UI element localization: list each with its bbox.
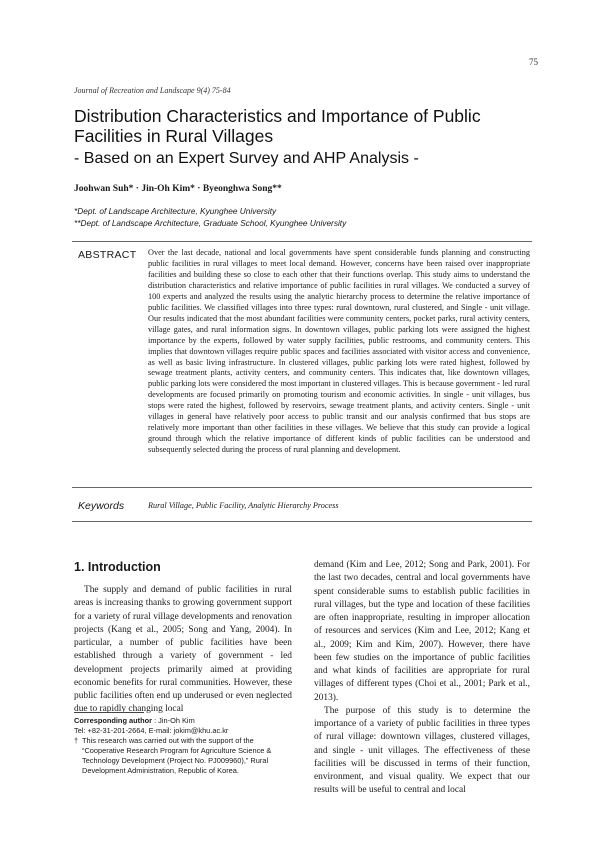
funding-text: This research was carried out with the support of the “Cooperative Research Program for Agriculture Science & Technology Development (Project No. PJ009960),” Rural Development Administration, Republic of Korea. <box>82 735 272 775</box>
corresponding-author-label: Corresponding author <box>74 716 153 725</box>
affiliation-1: *Dept. of Landscape Architecture, Kyunghee University <box>74 206 277 216</box>
footnote <box>74 716 296 775</box>
intro-paragraph: The supply and demand of public facilities in rural areas is increasing thanks to growing government support for a variety of rural village developments and renovation projects (Kang et al., 2005; Song and Yang, 2004). In particular, a number of public facilities have been established through a variety of government - led development projects primarily aimed at providing economic benefits for rural communities. However, these public facilities often end up underused or even neglected due to rapidly changing local <box>74 585 292 715</box>
keywords-label: Keywords <box>78 500 125 512</box>
keywords-list: Rural Village, Public Facility, Analytic Hierarchy Process <box>148 501 339 510</box>
purpose-paragraph: The purpose of this study is to determine the importance of a variety of public facilities in three types of rural village: downtown villages, clustered villages, and single - unit villages. The effectiveness of these facilities will be discussed in terms of their function, environment, and visual quality. We expect that our results will be useful to central and local <box>314 705 530 796</box>
page-number: 75 <box>529 57 538 67</box>
footnote-rule <box>74 712 144 713</box>
abstract-top-rule <box>72 241 532 242</box>
funding-note <box>74 736 296 776</box>
corresponding-author-name: : Jin-Oh Kim <box>152 716 195 725</box>
abstract-body: Over the last decade, national and local governments have spent considerable funds planning and constructing public facilities in rural villages to meet local demand. However, concerns have been raised over inappropriate facilities and building these so close to each other that their functions overlap. This study aims to understand the distribution characteristics and relative importance of public facilities in rural villages. We conducted a survey of 100 experts and analyzed the results using the analytic hierarchy process to determine the relative importance of public facilities. We classified villages into three types: rural downtown, rural clustered, and Single - unit village. Our results indicated that the most abundant facilities were community centers, pocket parks, rural activity centers, village gates, and rural information signs. In downtown villages, public parking lots were assigned the highest importance by the experts, followed by water supply facilities, public restrooms, and community centers. This implies that downtown villages require public spaces and facilities associated with visitor access and convenience, as well as basic living infrastructure. In clustered villages, public parking lots were rated highest, followed by sewage treatment plants, activity centers, and community centers. This indicates that, like downtown villages, public parking lots were considered the most important in clustered villages. This is because government - led rural developments are focused primarily on promoting tourism and economic activities. In single - unit villages, bus stops were rated the highest, followed by reservoirs, sewage treatment plants, and activity centers. Single - unit villages in general have relatively poor access to public transit and our analysis confirmed that bus stops are relatively more important than other facilities in these villages. We believe that this study can provide a logical ground through which the relative importance of different kinds of public facilities can be understood and subsequently selected during the process of rural planning and development. <box>148 248 530 455</box>
contact-info: Tel: +82-31-201-2664, E-mail: jokim@khu.ac.kr <box>74 725 229 735</box>
intro-paragraph-continued: demand (Kim and Lee, 2012; Song and Park, 2001). For the last two decades, central and local governments have spent considerable sums to establish public facilities in rural villages, but the type and location of these facilities are often inappropriate, resulting in improper allocation of resources and services (Kim and Lee, 2012; Kang et al., 2009; Kim and Kim, 2007). However, there have been few studies on the importance of public facilities and what kinds of facilities are appropriate for rural villages of different types (Choi et al., 2001; Park et al., 2013). <box>314 560 530 703</box>
corresponding-author <box>74 716 296 726</box>
paper-title: Distribution Characteristics and Importance of Public Facilities in Rural Villages <box>74 106 481 146</box>
affiliation-2: **Dept. of Landscape Architecture, Graduate School, Kyunghee University <box>74 217 347 228</box>
keywords-bottom-rule <box>72 521 532 522</box>
author-list: Joohwan Suh* · Jin-Oh Kim* · Byeonghwa Song** <box>74 184 282 194</box>
right-column <box>314 559 530 798</box>
section-heading: 1. Introduction <box>74 560 161 574</box>
paper-subtitle: - Based on an Expert Survey and AHP Analysis - <box>74 150 419 167</box>
keywords-top-rule <box>72 487 532 488</box>
abstract-label: ABSTRACT <box>78 249 137 261</box>
dagger-mark: † <box>74 735 79 745</box>
journal-citation: Journal of Recreation and Landscape 9(4) 75-84 <box>74 86 231 95</box>
affiliations <box>74 206 346 229</box>
left-column <box>74 584 292 717</box>
